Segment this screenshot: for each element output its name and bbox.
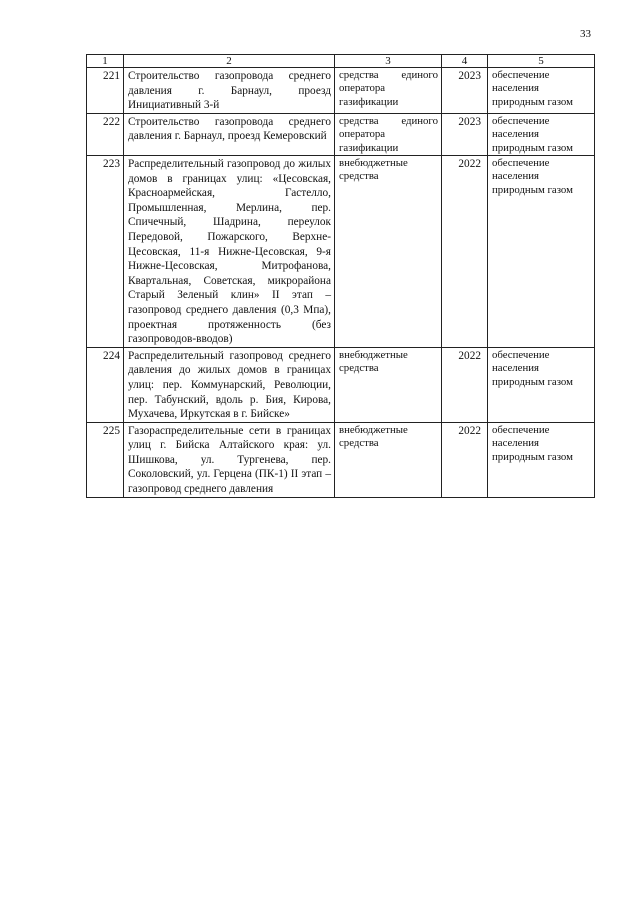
table-row bbox=[87, 156, 595, 348]
header-col-5: 5 bbox=[488, 55, 595, 68]
year: 2022 bbox=[442, 156, 488, 348]
object-name: Распределительный газопровод среднего давления до жилых домов в границах улиц: пер. Коммунарский, Революции, пер. Табунский, вдоль р. Бия, Кирова, Мухачева, Иркутская в г. Бийске» bbox=[124, 347, 335, 422]
funding-source: средства единого оператора газификации bbox=[335, 68, 442, 114]
object-name: Строительство газопровода среднего давления г. Барнаул, проезд Кемеровский bbox=[124, 113, 335, 155]
row-number: 224 bbox=[87, 347, 124, 422]
program-table bbox=[86, 54, 595, 498]
object-name: Газораспределительные сети в границах улиц г. Бийска Алтайского края: ул. Шишкова, ул. Тургенева, пер. Соколовский, ул. Герцена (ПК-1) II этап – газопровод среднего давления bbox=[124, 422, 335, 497]
row-number: 223 bbox=[87, 156, 124, 348]
table-row bbox=[87, 68, 595, 114]
header-row bbox=[87, 55, 595, 68]
purpose: обеспечение населения природным газом bbox=[488, 347, 595, 422]
table-row bbox=[87, 422, 595, 497]
row-number: 222 bbox=[87, 113, 124, 155]
row-number: 225 bbox=[87, 422, 124, 497]
year: 2023 bbox=[442, 68, 488, 114]
funding-source: внебюджетные средства bbox=[335, 156, 442, 348]
header-col-2: 2 bbox=[124, 55, 335, 68]
purpose: обеспечение населения природным газом bbox=[488, 68, 595, 114]
purpose: обеспечение населения природным газом bbox=[488, 422, 595, 497]
table-row bbox=[87, 347, 595, 422]
purpose: обеспечение населения природным газом bbox=[488, 113, 595, 155]
header-col-3: 3 bbox=[335, 55, 442, 68]
year: 2022 bbox=[442, 422, 488, 497]
page-number: 33 bbox=[580, 28, 591, 40]
funding-source: средства единого оператора газификации bbox=[335, 113, 442, 155]
header-col-1: 1 bbox=[87, 55, 124, 68]
object-name: Строительство газопровода среднего давления г. Барнаул, проезд Инициативный 3-й bbox=[124, 68, 335, 114]
row-number: 221 bbox=[87, 68, 124, 114]
object-name: Распределительный газопровод до жилых домов в границах улиц: «Цесовская, Красноармейская, Гастелло, Промышленная, Мерлина, пер. Спичечный, Шадрина, переулок Передовой, Пожарского, Верхне-Цесовская, 11-я Нижне-Цесовская, 9-я Нижне-Цесовская, Митрофанова, Квартальная, Советская, микрорайона Старый Зеленый клин» II этап – газопровод среднего давления (0,3 Мпа), проектная протяженность (без газопроводов-вводов) bbox=[124, 156, 335, 348]
table-row bbox=[87, 113, 595, 155]
funding-source: внебюджетные средства bbox=[335, 422, 442, 497]
year: 2022 bbox=[442, 347, 488, 422]
year: 2023 bbox=[442, 113, 488, 155]
funding-source: внебюджетные средства bbox=[335, 347, 442, 422]
header-col-4: 4 bbox=[442, 55, 488, 68]
purpose: обеспечение населения природным газом bbox=[488, 156, 595, 348]
